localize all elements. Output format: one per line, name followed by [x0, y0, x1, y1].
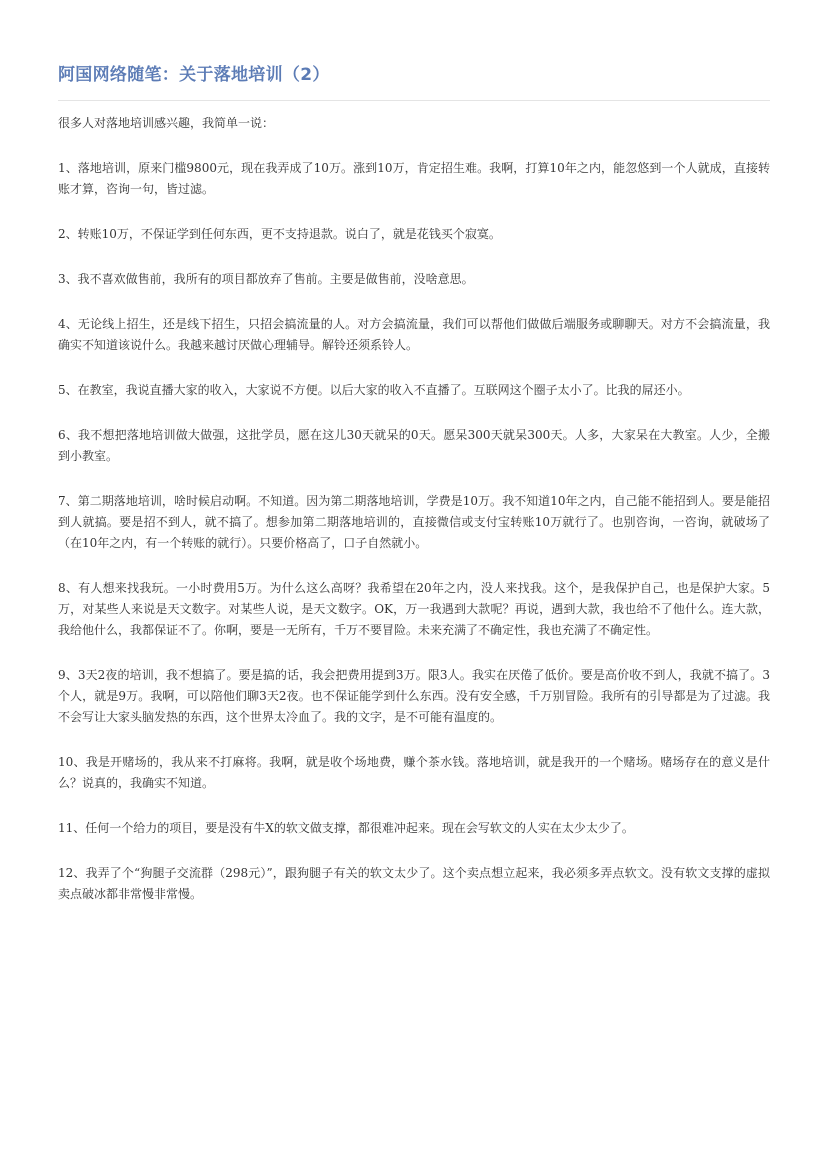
paragraph-6: 6、我不想把落地培训做大做强，这批学员，愿在这儿30天就呆的0天。愿呆300天就呆300天。人多，大家呆在大教室。人少，全搬到小教室。	[58, 428, 770, 463]
paragraph-4: 4、无论线上招生，还是线下招生，只招会搞流量的人。对方会搞流量，我们可以帮他们做做后端服务或聊聊天。对方不会搞流量，我确实不知道该说什么。我越来越讨厌做心理辅导。解铃还须系铃人。	[58, 317, 770, 352]
paragraph-10: 10、我是开赌场的，我从来不打麻将。我啊，就是收个场地费，赚个茶水钱。落地培训，就是我开的一个赌场。赌场存在的意义是什么？说真的，我确实不知道。	[58, 755, 770, 790]
paragraph-11: 11、任何一个给力的项目，要是没有牛X的软文做支撑，都很难冲起来。现在会写软文的人实在太少太少了。	[58, 821, 634, 835]
paragraph-12: 12、我弄了个“狗腿子交流群（298元）”，跟狗腿子有关的软文太少了。这个卖点想立起来，我必须多弄点软文。没有软文支撑的虚拟卖点破冰都非常慢非常慢。	[58, 866, 770, 901]
paragraph-3: 3、我不喜欢做售前，我所有的项目都放弃了售前。主要是做售前，没啥意思。	[58, 272, 474, 286]
paragraph-1: 1、落地培训，原来门槛9800元，现在我弄成了10万。涨到10万，肯定招生难。我啊，打算10年之内，能忽悠到一个人就成，直接转账才算，咨询一句，皆过滤。	[58, 161, 770, 196]
paragraph-9: 9、3天2夜的培训，我不想搞了。要是搞的话，我会把费用提到3万。限3人。我实在厌倦了低价。要是高价收不到人，我就不搞了。3个人，就是9万。我啊，可以陪他们聊3天2夜。也不保证能学到什么东西。没有安全感，千万别冒险。我所有的引导都是为了过滤。我不会写让大家头脑发热的东西，这个世界太冷血了。我的文字，是不可能有温度的。	[58, 668, 770, 724]
article-title: 阿国网络随笔：关于落地培训（2）	[58, 65, 330, 85]
paragraph-8: 8、有人想来找我玩。一小时费用5万。为什么这么高呀？我希望在20年之内，没人来找我。这个，是我保护自己，也是保护大家。5万，对某些人来说是天文数字。对某些人说，是天文数字。OK，万一我遇到大款呢？再说，遇到大款，我也给不了他什么。连大款，我给他什么，我都保证不了。你啊，要是一无所有，千万不要冒险。未来充满了不确定性，我也充满了不确定性。	[58, 581, 770, 637]
article-intro: 很多人对落地培训感兴趣，我简单一说：	[58, 116, 275, 130]
paragraph-2: 2、转账10万，不保证学到任何东西，更不支持退款。说白了，就是花钱买个寂寞。	[58, 227, 501, 241]
article	[58, 58, 770, 929]
title-divider	[58, 100, 770, 101]
paragraph-5: 5、在教室，我说直播大家的收入，大家说不方便。以后大家的收入不直播了。互联网这个圈子太小了。比我的屌还小。	[58, 383, 690, 397]
paragraph-7: 7、第二期落地培训，啥时候启动啊。不知道。因为第二期落地培训，学费是10万。我不知道10年之内，自己能不能招到人。要是能招到人就搞。要是招不到人，就不搞了。想参加第二期落地培训的，直接微信或支付宝转账10万就行了。也别咨询，一咨询，就破场了（在10年之内，有一个转账的就行）。只要价格高了，口子自然就小。	[58, 494, 770, 550]
